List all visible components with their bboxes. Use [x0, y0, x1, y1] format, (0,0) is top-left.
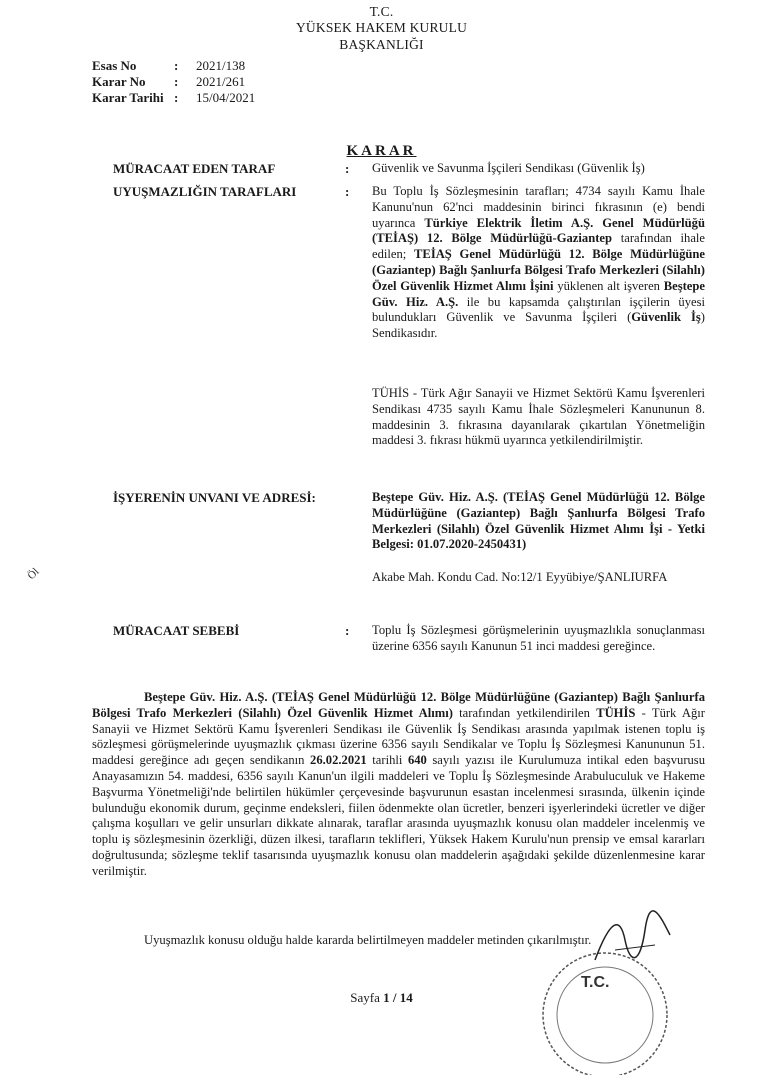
- document-title: KARAR: [346, 143, 417, 159]
- label-isveren: İŞYERENİN UNVANI VE ADRESİ:: [113, 490, 316, 505]
- page-footer: Sayfa 1 / 14: [350, 990, 413, 1005]
- value-isveren-adres: Akabe Mah. Kondu Cad. No:12/1 Eyyübiye/ŞANLIURFA: [372, 570, 668, 584]
- meta-karar-tarihi: Karar Tarihi : 15/04/2021: [92, 90, 256, 105]
- body-paragraph: Beştepe Güv. Hiz. A.Ş. (TEİAŞ Genel Müdürlüğü 12. Bölge Müdürlüğüne (Gaziantep) Bağlı Şanlıurfa Bölgesi Trafo Merkezleri (Silahlı) Özel Güvenlik Hizmet Alımı) tarafından yetkilendirilen TÜHİS - Türk Ağır Sanayii ve Hizmet Sektörü Kamu İşverenleri Sendikası ile Güvenlik İş Sendikası arasında yapılmak istenen toplu iş sözleşmesi görüşmelerinde uyuşmazlık çıkması üzerine 6356 sayılı Sendikalar ve Toplu İş Sözleşmesi Kanununun 51. maddesi gereğince adı geçen sendikanın 26.02.2021 tarihli 640 sayılı yazısı ile Kurulumuza intikal eden başvurusu Anayasamızın 54. maddesi, 6356 sayılı Kanun'un ilgili maddeleri ve Toplu İş Sözleşmesinde Arabuluculuk ve Hakeme Başvurma Yönetmeliği'nde belirtilen hükümler çerçevesinde başvurunun esastan incelenmesi sırasında, ülkenin içinde bulunduğu ekonomik durum, geçinme endeksleri, fiilen ödenmekte olan ücretler, benzeri işyerlerindeki ücretler ve diğer çalışma koşulları ve gelir unsurları dikkate alınarak, taraflar arasında uyuşmazlık konusu olan maddeler incelenmiş ve toplu iş sözleşmesinin özerkliği, düzen ilkesi, tarafların teklifleri, Yüksek Hakem Kurulu'nun prensip ve emsal kararları doğrultusunda; sözleşme teklif tasarısında uyuşmazlık konusu olan maddelerin aşağıdaki şekilde düzenlenmesine karar verilmiştir.: [92, 690, 706, 878]
- header-department: BAŞKANLIĞI: [339, 37, 424, 52]
- label-muracaat-sebebi: MÜRACAAT SEBEBİ: [113, 623, 240, 638]
- meta-esas-no: Esas No : 2021/138: [92, 58, 246, 73]
- signature-icon: [585, 910, 675, 970]
- header-institution: YÜKSEK HAKEM KURULU: [295, 20, 468, 35]
- body-closing-paragraph: Uyuşmazlık konusu olduğu halde kararda belirtilmeyen maddeler metinden çıkarılmıştır.: [144, 933, 592, 947]
- label-uyusmazlik-taraflari: UYUŞMAZLIĞIN TARAFLARI: [113, 184, 297, 199]
- value-tuhis-yetki: TÜHİS - Türk Ağır Sanayii ve Hizmet Sektörü Kamu İşverenleri Sendikası 4735 sayılı Kamu İhale Sözleşmeleri Kanununun 8. maddesinin 3. fıkrasına dayanılarak çıkartılan Yönetmeliğin maddesi 3. fıkrası hükmü uyarınca yetkilendirilmiştir.: [372, 386, 705, 448]
- value-muracaat-eden: Güvenlik ve Savunma İşçileri Sendikası (Güvenlik İş): [372, 161, 645, 175]
- value-muracaat-sebebi: Toplu İş Sözleşmesi görüşmelerinin uyuşmazlıkla sonuçlanması üzerine 6356 sayılı Kanunun 51 inci maddesi gereğince.: [372, 623, 705, 653]
- colon: :: [345, 623, 350, 638]
- meta-karar-no: Karar No : 2021/261: [92, 74, 246, 89]
- colon: :: [345, 161, 350, 176]
- header-tc: T.C.: [369, 4, 394, 19]
- value-isveren-unvan: Beştepe Güv. Hiz. A.Ş. (TEİAŞ Genel Müdürlüğü 12. Bölge Müdürlüğüne (Gaziantep) Bağlı Şanlıurfa Bölgesi Trafo Merkezleri (Silahlı) Özel Güvenlik Hizmet Alımı İşi - Yetki Belgesi: 01.07.2020-2450431): [372, 490, 705, 552]
- colon: :: [345, 184, 350, 199]
- margin-note: Öl: [25, 565, 42, 583]
- svg-text:T.C.: T.C.: [581, 974, 610, 991]
- label-muracaat-eden: MÜRACAAT EDEN TARAF: [113, 161, 276, 176]
- value-uyusmazlik-taraflari: Bu Toplu İş Sözleşmesinin tarafları; 4734 sayılı Kamu İhale Kanunu'nun 62'nci maddesinin birinci fıkrasının (e) bendi uyarınca Türkiye Elektrik İletim A.Ş. Genel Müdürlüğü (TEİAŞ) 12. Bölge Müdürlüğü-Gaziantep tarafından ihale edilen; TEİAŞ Genel Müdürlüğü 12. Bölge Müdürlüğüne (Gaziantep) Bağlı Şanlıurfa Bölgesi Trafo Merkezleri (Silahlı) Özel Güvenlik Hizmet Alımı İşini yüklenen alt işveren Beştepe Güv. Hiz. A.Ş. ile bu kapsamda çalıştırılan işçilerin üyesi bulundukları Güvenlik ve Savunma İşçileri (Güvenlik İş) Sendikasıdır.: [372, 184, 705, 341]
